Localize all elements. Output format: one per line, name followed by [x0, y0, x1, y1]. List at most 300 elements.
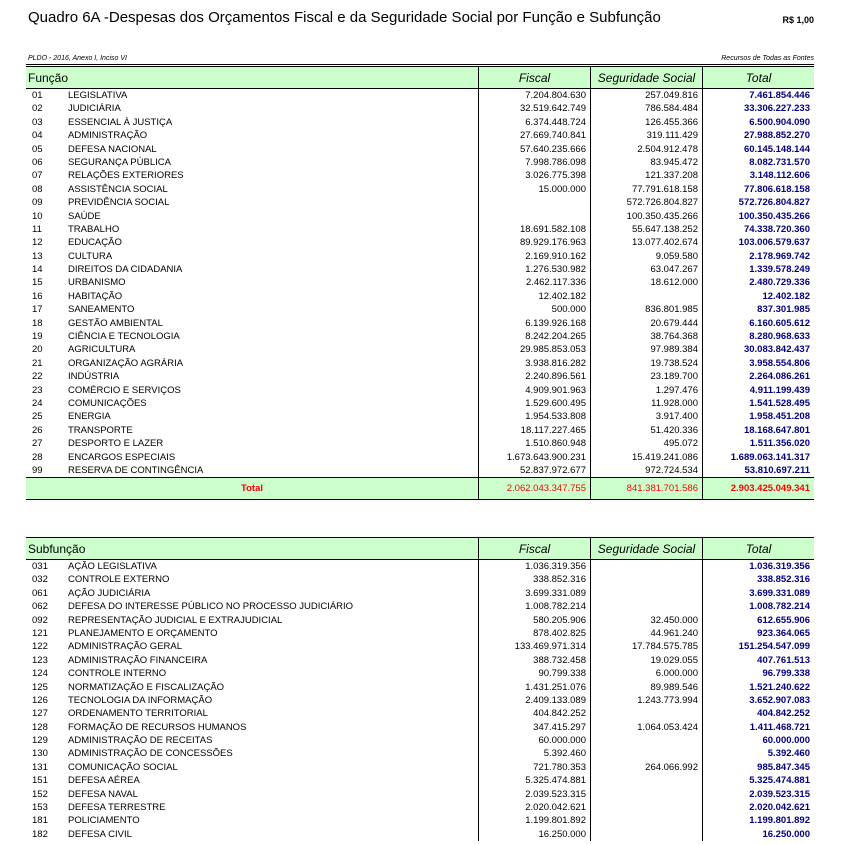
funcao-fiscal-value: 12.402.182: [538, 290, 586, 302]
total-label: Total: [241, 483, 263, 495]
funcao-row: [26, 437, 478, 450]
funcao-fiscal-value: 2.169.910.162: [525, 250, 586, 262]
subfuncao-total-value: 2.020.042.621: [749, 802, 810, 814]
funcao-fiscal-value: 2.462.117.336: [525, 277, 586, 289]
subfuncao-row: [26, 614, 478, 627]
subfuncao-name: ADMINISTRAÇÃO DE CONCESSÕES: [68, 748, 233, 760]
funcao-total-value: 6.160.605.612: [749, 317, 810, 329]
funcao-seguridade-value: 3.917.400: [655, 411, 698, 423]
funcao-name: EDUCAÇÃO: [68, 237, 122, 249]
subfuncao-total-col: [702, 560, 814, 841]
funcao-name: DIREITOS DA CIDADANIA: [68, 264, 183, 276]
funcao-fiscal-value: 4.909.901.963: [525, 384, 586, 396]
funcao-row: [26, 370, 478, 383]
page-title: Quadro 6A -Despesas dos Orçamentos Fiscal e da Seguridade Social por Função e Subfunção: [28, 9, 661, 26]
funcao-total-value: 2.264.086.261: [749, 371, 810, 383]
col-header-seguridade: Seguridade Social: [590, 538, 702, 559]
funcao-name: DEFESA NACIONAL: [68, 143, 157, 155]
subfuncao-row: [26, 681, 478, 694]
funcao-total-value: 103.006.579.637: [738, 237, 810, 249]
funcao-seguridade-value: 77.791.618.158: [631, 183, 698, 195]
funcao-name: ENERGIA: [68, 411, 111, 423]
funcao-row: [26, 384, 478, 397]
funcao-total-value: 3.958.554.806: [749, 357, 810, 369]
funcao-total-value: 7.461.854.446: [749, 90, 810, 101]
funcao-row: [26, 317, 478, 330]
subfuncao-row: [26, 828, 478, 841]
funcao-fiscal-value: 8.242.204.265: [525, 331, 586, 343]
funcao-seguridade-value: 20.679.444: [650, 317, 698, 329]
funcao-total-value: 1.339.578.249: [749, 264, 810, 276]
funcao-fiscal-value: 1.276.530.982: [525, 264, 586, 276]
funcao-name: LEGISLATIVA: [68, 90, 128, 101]
funcao-row: [26, 357, 478, 370]
subfuncao-fiscal-value: 2.409.133.089: [525, 694, 586, 706]
subfuncao-seguridade-value: [591, 828, 702, 841]
subfuncao-total-value: 151.254.547.099: [738, 641, 810, 653]
subfuncao-seguridade-value: [591, 774, 702, 787]
subfuncao-rows: [26, 560, 478, 841]
funcao-row: [26, 330, 478, 343]
funcao-row: [26, 102, 478, 115]
funcao-name: ADMINISTRAÇÃO: [68, 130, 148, 142]
subfuncao-total-value: 5.392.460: [767, 748, 810, 760]
subfuncao-row: [26, 721, 478, 734]
subfuncao-fiscal-value: 580.205.906: [533, 614, 586, 626]
subfuncao-code: 153: [32, 802, 48, 814]
col-header-funcao: Função: [28, 71, 69, 85]
funcao-fiscal-value: 2.240.896.561: [525, 371, 586, 383]
funcao-row: [26, 250, 478, 263]
funcao-name: TRANSPORTE: [68, 424, 133, 436]
subfuncao-name: DEFESA NAVAL: [68, 788, 138, 800]
subfuncao-total-value: 404.842.252: [757, 708, 810, 720]
funcao-name: AGRICULTURA: [68, 344, 136, 356]
subfuncao-code: 031: [32, 561, 48, 572]
funcao-name: SANEAMENTO: [68, 304, 135, 316]
total-fiscal: 2.062.043.347.755: [478, 478, 590, 499]
subfuncao-row: [26, 707, 478, 720]
funcao-row: [26, 303, 478, 316]
funcao-code: 26: [32, 424, 43, 436]
funcao-code: 21: [32, 357, 43, 369]
funcao-name: CULTURA: [68, 250, 113, 262]
funcao-code: 99: [32, 464, 43, 476]
funcao-seguridade-col: [590, 89, 702, 477]
funcao-name: TRABALHO: [68, 223, 120, 235]
subfuncao-fiscal-value: 878.402.825: [533, 627, 586, 639]
subfuncao-code: 129: [32, 735, 48, 747]
funcao-total-value: 1.541.528.495: [749, 397, 810, 409]
funcao-row: [26, 143, 478, 156]
subfuncao-fiscal-value: 5.325.474.881: [525, 775, 586, 787]
funcao-code: 20: [32, 344, 43, 356]
subfuncao-row: [26, 627, 478, 640]
funcao-total-value: 837.301.985: [757, 304, 810, 316]
funcao-rows: [26, 89, 478, 477]
col-header-fiscal: Fiscal: [478, 67, 590, 88]
funcao-seguridade-value: 121.337.208: [645, 170, 698, 182]
funcao-body: [26, 89, 814, 477]
subfuncao-row: [26, 600, 478, 613]
subfuncao-row: [26, 654, 478, 667]
subfuncao-code: 128: [32, 721, 48, 733]
funcao-row: [26, 169, 478, 182]
funcao-code: 14: [32, 264, 43, 276]
funcao-code: 22: [32, 371, 43, 383]
subfuncao-fiscal-value: 5.392.460: [543, 748, 586, 760]
subfuncao-fiscal-value: 338.852.316: [533, 574, 586, 586]
funcao-fiscal-value: 500.000: [551, 304, 586, 316]
funcao-fiscal-value: 18.117.227.465: [520, 424, 586, 436]
subfuncao-name: CONTROLE INTERNO: [68, 668, 167, 680]
subfuncao-name: DEFESA AÉREA: [68, 775, 140, 787]
subfuncao-total-value: 407.761.513: [757, 654, 810, 666]
subfuncao-table: [26, 537, 814, 841]
subfuncao-name: ADMINISTRAÇÃO FINANCEIRA: [68, 654, 208, 666]
subfuncao-code: 152: [32, 788, 48, 800]
subfuncao-row: [26, 747, 478, 760]
subfuncao-seguridade-value: 19.029.055: [650, 654, 698, 666]
funcao-name: COMÉRCIO E SERVIÇOS: [68, 384, 181, 396]
subfuncao-total-value: 16.250.000: [762, 828, 810, 840]
funcao-code: 02: [32, 103, 43, 115]
funcao-total-value: 53.810.697.211: [744, 464, 810, 476]
funcao-code: 08: [32, 183, 43, 195]
subfuncao-fiscal-value: 721.780.353: [533, 761, 586, 773]
funcao-fiscal-value: 6.139.926.168: [525, 317, 586, 329]
funcao-total-row: [26, 477, 814, 500]
subfuncao-total-value: 5.325.474.881: [749, 775, 810, 787]
funcao-code: 25: [32, 411, 43, 423]
funcao-seguridade-value: 1.297.476: [655, 384, 698, 396]
subfuncao-code: 127: [32, 708, 48, 720]
funcao-code: 05: [32, 143, 43, 155]
funcao-seguridade-value: 19.738.524: [650, 357, 698, 369]
funcao-row: [26, 129, 478, 142]
funcao-name: COMUNICAÇÕES: [68, 397, 147, 409]
funcao-name: SEGURANÇA PÚBLICA: [68, 156, 171, 168]
subfuncao-name: AÇÃO LEGISLATIVA: [68, 561, 157, 572]
funcao-code: 03: [32, 116, 43, 128]
subfuncao-name: ADMINISTRAÇÃO DE RECEITAS: [68, 735, 213, 747]
subfuncao-code: 125: [32, 681, 48, 693]
funcao-row: [26, 116, 478, 129]
funcao-total-value: 8.082.731.570: [749, 156, 810, 168]
subfuncao-header-row: [26, 537, 814, 560]
funcao-name: URBANISMO: [68, 277, 126, 289]
funcao-fiscal-value: 3.026.775.398: [525, 170, 586, 182]
subfuncao-fiscal-value: 90.799.338: [538, 668, 586, 680]
subfuncao-seguridade-value: [591, 814, 702, 827]
subfuncao-code: 122: [32, 641, 48, 653]
subfuncao-row: [26, 694, 478, 707]
funcao-fiscal-value: 57.640.235.666: [519, 143, 586, 155]
subfuncao-total-value: 2.039.523.315: [749, 788, 810, 800]
subfuncao-name: TECNOLOGIA DA INFORMAÇÃO: [68, 694, 213, 706]
subfuncao-code: 092: [32, 614, 48, 626]
funcao-fiscal-value: 7.998.786.098: [525, 156, 586, 168]
funcao-seguridade-value: 23.189.700: [650, 371, 698, 383]
subfuncao-code: 131: [32, 761, 48, 773]
subfuncao-fiscal-value: 1.199.801.892: [525, 815, 586, 827]
subfuncao-seguridade-value: [591, 747, 702, 760]
funcao-total-value: 8.280.968.633: [749, 331, 810, 343]
funcao-row: [26, 263, 478, 276]
subfuncao-code: 121: [32, 627, 48, 639]
subfuncao-seguridade-value: 1.243.773.994: [637, 694, 698, 706]
funcao-total-value: 1.958.451.208: [749, 411, 810, 423]
funcao-name: GESTÃO AMBIENTAL: [68, 317, 163, 329]
subfuncao-total-value: 1.521.240.622: [749, 681, 810, 693]
funcao-fiscal-value: [479, 196, 590, 209]
subfuncao-name: DEFESA DO INTERESSE PÚBLICO NO PROCESSO JUDICIÁRIO: [68, 601, 354, 613]
subfuncao-row: [26, 587, 478, 600]
subfuncao-body: [26, 560, 814, 841]
subfuncao-fiscal-value: 2.039.523.315: [525, 788, 586, 800]
subfuncao-seguridade-value: 89.989.546: [650, 681, 698, 693]
funcao-total-value: 30.083.842.437: [743, 344, 810, 356]
funcao-name: ORGANIZAÇÃO AGRÁRIA: [68, 357, 184, 369]
subfuncao-fiscal-value: 1.036.319.356: [525, 561, 586, 572]
funcao-code: 11: [32, 223, 42, 235]
subfuncao-fiscal-value: 16.250.000: [538, 828, 586, 840]
funcao-seguridade-value: 572.726.804.827: [626, 197, 698, 209]
subfuncao-code: 182: [32, 828, 48, 840]
subfuncao-code: 126: [32, 694, 48, 706]
top-rule: [26, 64, 814, 65]
currency-unit: R$ 1,00: [782, 15, 814, 25]
subfuncao-total-value: 1.199.801.892: [749, 815, 810, 827]
funcao-name: RESERVA DE CONTINGÊNCIA: [68, 464, 204, 476]
subfuncao-fiscal-value: 347.415.297: [533, 721, 586, 733]
funcao-code: 28: [32, 451, 43, 463]
funcao-seguridade-value: 2.504.912.478: [637, 143, 698, 155]
funcao-code: 16: [32, 290, 43, 302]
subfuncao-seguridade-value: 32.450.000: [650, 614, 698, 626]
total-seguridade: 841.381.701.586: [590, 478, 702, 499]
funcao-seguridade-value: 51.420.336: [650, 424, 698, 436]
subfuncao-seguridade-value: [591, 573, 702, 586]
subfuncao-total-value: 3.699.331.089: [749, 587, 810, 599]
funcao-name: ESSENCIAL À JUSTIÇA: [68, 116, 173, 128]
funcao-seguridade-value: 15.419.241.086: [631, 451, 698, 463]
funcao-seguridade-value: 83.945.472: [650, 156, 698, 168]
subfuncao-fiscal-value: 133.469.971.314: [514, 641, 586, 653]
subfuncao-seguridade-value: 1.064.053.424: [637, 721, 698, 733]
subfuncao-fiscal-col: [478, 560, 590, 841]
funcao-fiscal-value: 89.929.176.963: [519, 237, 586, 249]
subfuncao-row: [26, 801, 478, 814]
subfuncao-fiscal-value: 388.732.458: [533, 654, 586, 666]
funcao-total-col: [702, 89, 814, 477]
funcao-fiscal-value: 27.669.740.841: [519, 130, 586, 142]
subfuncao-name: FORMAÇÃO DE RECURSOS HUMANOS: [68, 721, 247, 733]
subfuncao-fiscal-value: 2.020.042.621: [525, 802, 586, 814]
funcao-fiscal-value: 29.985.853.053: [519, 344, 586, 356]
funcao-seguridade-value: 972.724.534: [645, 464, 698, 476]
funcao-seguridade-value: 55.647.138.252: [631, 223, 698, 235]
funcao-seguridade-value: 126.455.366: [645, 116, 698, 128]
subfuncao-name: ORDENAMENTO TERRITORIAL: [68, 708, 208, 720]
subfuncao-total-value: 1.411.468.721: [749, 721, 810, 733]
subfuncao-seguridade-value: [591, 560, 702, 573]
col-header-fiscal: Fiscal: [478, 538, 590, 559]
funcao-fiscal-value: 1.510.860.948: [525, 438, 586, 450]
funcao-code: 24: [32, 397, 43, 409]
subfuncao-row: [26, 560, 478, 573]
funcao-fiscal-value: 1.954.533.808: [525, 411, 586, 423]
funcao-row: [26, 451, 478, 464]
col-header-total: Total: [702, 67, 814, 88]
subfuncao-seguridade-value: [591, 587, 702, 600]
funcao-total-value: 74.338.720.360: [743, 223, 810, 235]
funcao-total-value: 2.178.969.742: [749, 250, 810, 262]
subfuncao-code: 124: [32, 668, 48, 680]
funcao-total-value: 1.511.356.020: [749, 438, 810, 450]
source-note: PLDO - 2016, Anexo I, Inciso VI: [28, 55, 127, 62]
funcao-code: 01: [32, 90, 43, 101]
funcao-name: DESPORTO E LAZER: [68, 438, 164, 450]
subfuncao-name: DEFESA CIVIL: [68, 828, 132, 840]
funcao-fiscal-value: 15.000.000: [538, 183, 586, 195]
subfuncao-fiscal-value: 404.842.252: [533, 708, 586, 720]
funcao-seguridade-value: 257.049.816: [645, 90, 698, 101]
subfuncao-seguridade-value: 17.784.575.785: [631, 641, 698, 653]
funcao-total-value: 4.911.199.439: [749, 384, 810, 396]
funcao-seguridade-value: 786.584.484: [645, 103, 698, 115]
subfuncao-total-value: 1.036.319.356: [749, 561, 810, 572]
funcao-table: [26, 66, 814, 500]
subfuncao-code: 062: [32, 601, 48, 613]
col-header-seguridade: Seguridade Social: [590, 67, 702, 88]
subfuncao-row: [26, 573, 478, 586]
subfuncao-row: [26, 814, 478, 827]
funcao-code: 17: [32, 304, 43, 316]
funcao-row: [26, 223, 478, 236]
subfuncao-total-value: 923.364.065: [757, 627, 810, 639]
subfuncao-total-value: 612.655.906: [757, 614, 810, 626]
funcao-total-value: 6.500.904.090: [749, 116, 810, 128]
subfuncao-row: [26, 667, 478, 680]
subfuncao-name: CONTROLE EXTERNO: [68, 574, 170, 586]
funcao-code: 10: [32, 210, 43, 222]
funcao-seguridade-value: [591, 290, 702, 303]
funcao-name: CIÊNCIA E TECNOLOGIA: [68, 331, 180, 343]
subfuncao-code: 151: [32, 775, 48, 787]
funcao-row: [26, 424, 478, 437]
total-total: 2.903.425.049.341: [702, 478, 814, 499]
subfuncao-code: 032: [32, 574, 48, 586]
funcao-total-value: 572.726.804.827: [738, 197, 810, 209]
col-header-total: Total: [702, 538, 814, 559]
funcao-seguridade-value: 495.072: [663, 438, 698, 450]
funcao-code: 06: [32, 156, 43, 168]
subfuncao-seguridade-value: 264.066.992: [645, 761, 698, 773]
funcao-seguridade-value: 100.350.435.266: [626, 210, 698, 222]
funcao-name: ASSISTÊNCIA SOCIAL: [68, 183, 168, 195]
subfuncao-total-value: 60.000.000: [762, 735, 810, 747]
funcao-row: [26, 410, 478, 423]
funcao-fiscal-value: 1.673.643.900.231: [506, 451, 586, 463]
subfuncao-seguridade-value: [591, 600, 702, 613]
funcao-code: 18: [32, 317, 43, 329]
subfuncao-total-value: 3.652.907.083: [749, 694, 810, 706]
subfuncao-name: ADMINISTRAÇÃO GERAL: [68, 641, 183, 653]
funcao-seguridade-value: 9.059.580: [655, 250, 698, 262]
funcao-fiscal-value: 18.691.582.108: [519, 223, 586, 235]
subfuncao-total-value: 338.852.316: [757, 574, 810, 586]
subfuncao-row: [26, 774, 478, 787]
subfuncao-name: DEFESA TERRESTRE: [68, 802, 166, 814]
subfuncao-name: REPRESENTAÇÃO JUDICIAL E EXTRAJUDICIAL: [68, 614, 283, 626]
funcao-row: [26, 89, 478, 102]
funcao-seguridade-value: 836.801.985: [645, 304, 698, 316]
subfuncao-seguridade-value: [591, 801, 702, 814]
funcao-row: [26, 397, 478, 410]
subfuncao-name: AÇÃO JUDICIÁRIA: [68, 587, 151, 599]
funcao-fiscal-col: [478, 89, 590, 477]
funcao-total-value: 60.145.148.144: [743, 143, 810, 155]
funcao-seguridade-value: 97.989.384: [650, 344, 698, 356]
funcao-fiscal-value: 3.938.816.282: [525, 357, 586, 369]
funcao-name: SAÚDE: [68, 210, 101, 222]
funcao-total-value: 33.306.227.233: [743, 103, 810, 115]
funcao-row: [26, 464, 478, 477]
subfuncao-code: 130: [32, 748, 48, 760]
funcao-code: 15: [32, 277, 43, 289]
funcao-fiscal-value: 1.529.600.495: [525, 397, 586, 409]
funcao-code: 13: [32, 250, 43, 262]
funcao-row: [26, 343, 478, 356]
funcao-code: 04: [32, 130, 43, 142]
funcao-seguridade-value: 13.077.402.674: [631, 237, 698, 249]
subfuncao-name: NORMATIZAÇÃO E FISCALIZAÇÃO: [68, 681, 225, 693]
funcao-code: 12: [32, 237, 43, 249]
funcao-name: RELAÇÕES EXTERIORES: [68, 170, 184, 182]
subfuncao-fiscal-value: 1.008.782.214: [525, 601, 586, 613]
subfuncao-seguridade-value: [591, 707, 702, 720]
funcao-seguridade-value: 18.612.000: [650, 277, 698, 289]
col-header-subfuncao: Subfunção: [28, 542, 86, 556]
funcao-seguridade-value: 11.928.000: [651, 397, 698, 409]
funcao-fiscal-value: 32.519.642.749: [519, 103, 586, 115]
funcao-name: INDÚSTRIA: [68, 371, 120, 383]
funcao-row: [26, 156, 478, 169]
funcao-code: 27: [32, 438, 43, 450]
funcao-fiscal-value: 6.374.448.724: [525, 116, 586, 128]
funcao-total-value: 100.350.435.266: [738, 210, 810, 222]
funcao-header-row: [26, 66, 814, 89]
funcao-code: 09: [32, 197, 43, 209]
funcao-name: JUDICIÁRIA: [68, 103, 121, 115]
subfuncao-seguridade-value: 6.000.000: [655, 668, 698, 680]
funcao-total-value: 12.402.182: [762, 290, 810, 302]
funcao-fiscal-value: [479, 210, 590, 223]
subfuncao-seguridade-value: [591, 734, 702, 747]
funcao-code: 07: [32, 170, 43, 182]
subfuncao-seguridade-value: [591, 788, 702, 801]
funcao-total-value: 2.480.729.336: [749, 277, 810, 289]
funcao-total-value: 18.168.647.801: [743, 424, 810, 436]
subfuncao-seguridade-value: 44.961.240: [650, 627, 698, 639]
funcao-total-value: 1.689.063.141.317: [730, 451, 810, 463]
funcao-total-value: 3.148.112.606: [749, 170, 810, 182]
funcao-fiscal-value: 7.204.804.630: [525, 90, 586, 101]
subfuncao-code: 061: [32, 587, 48, 599]
subfuncao-seguridade-col: [590, 560, 702, 841]
funcao-total-value: 27.988.852.270: [743, 130, 810, 142]
